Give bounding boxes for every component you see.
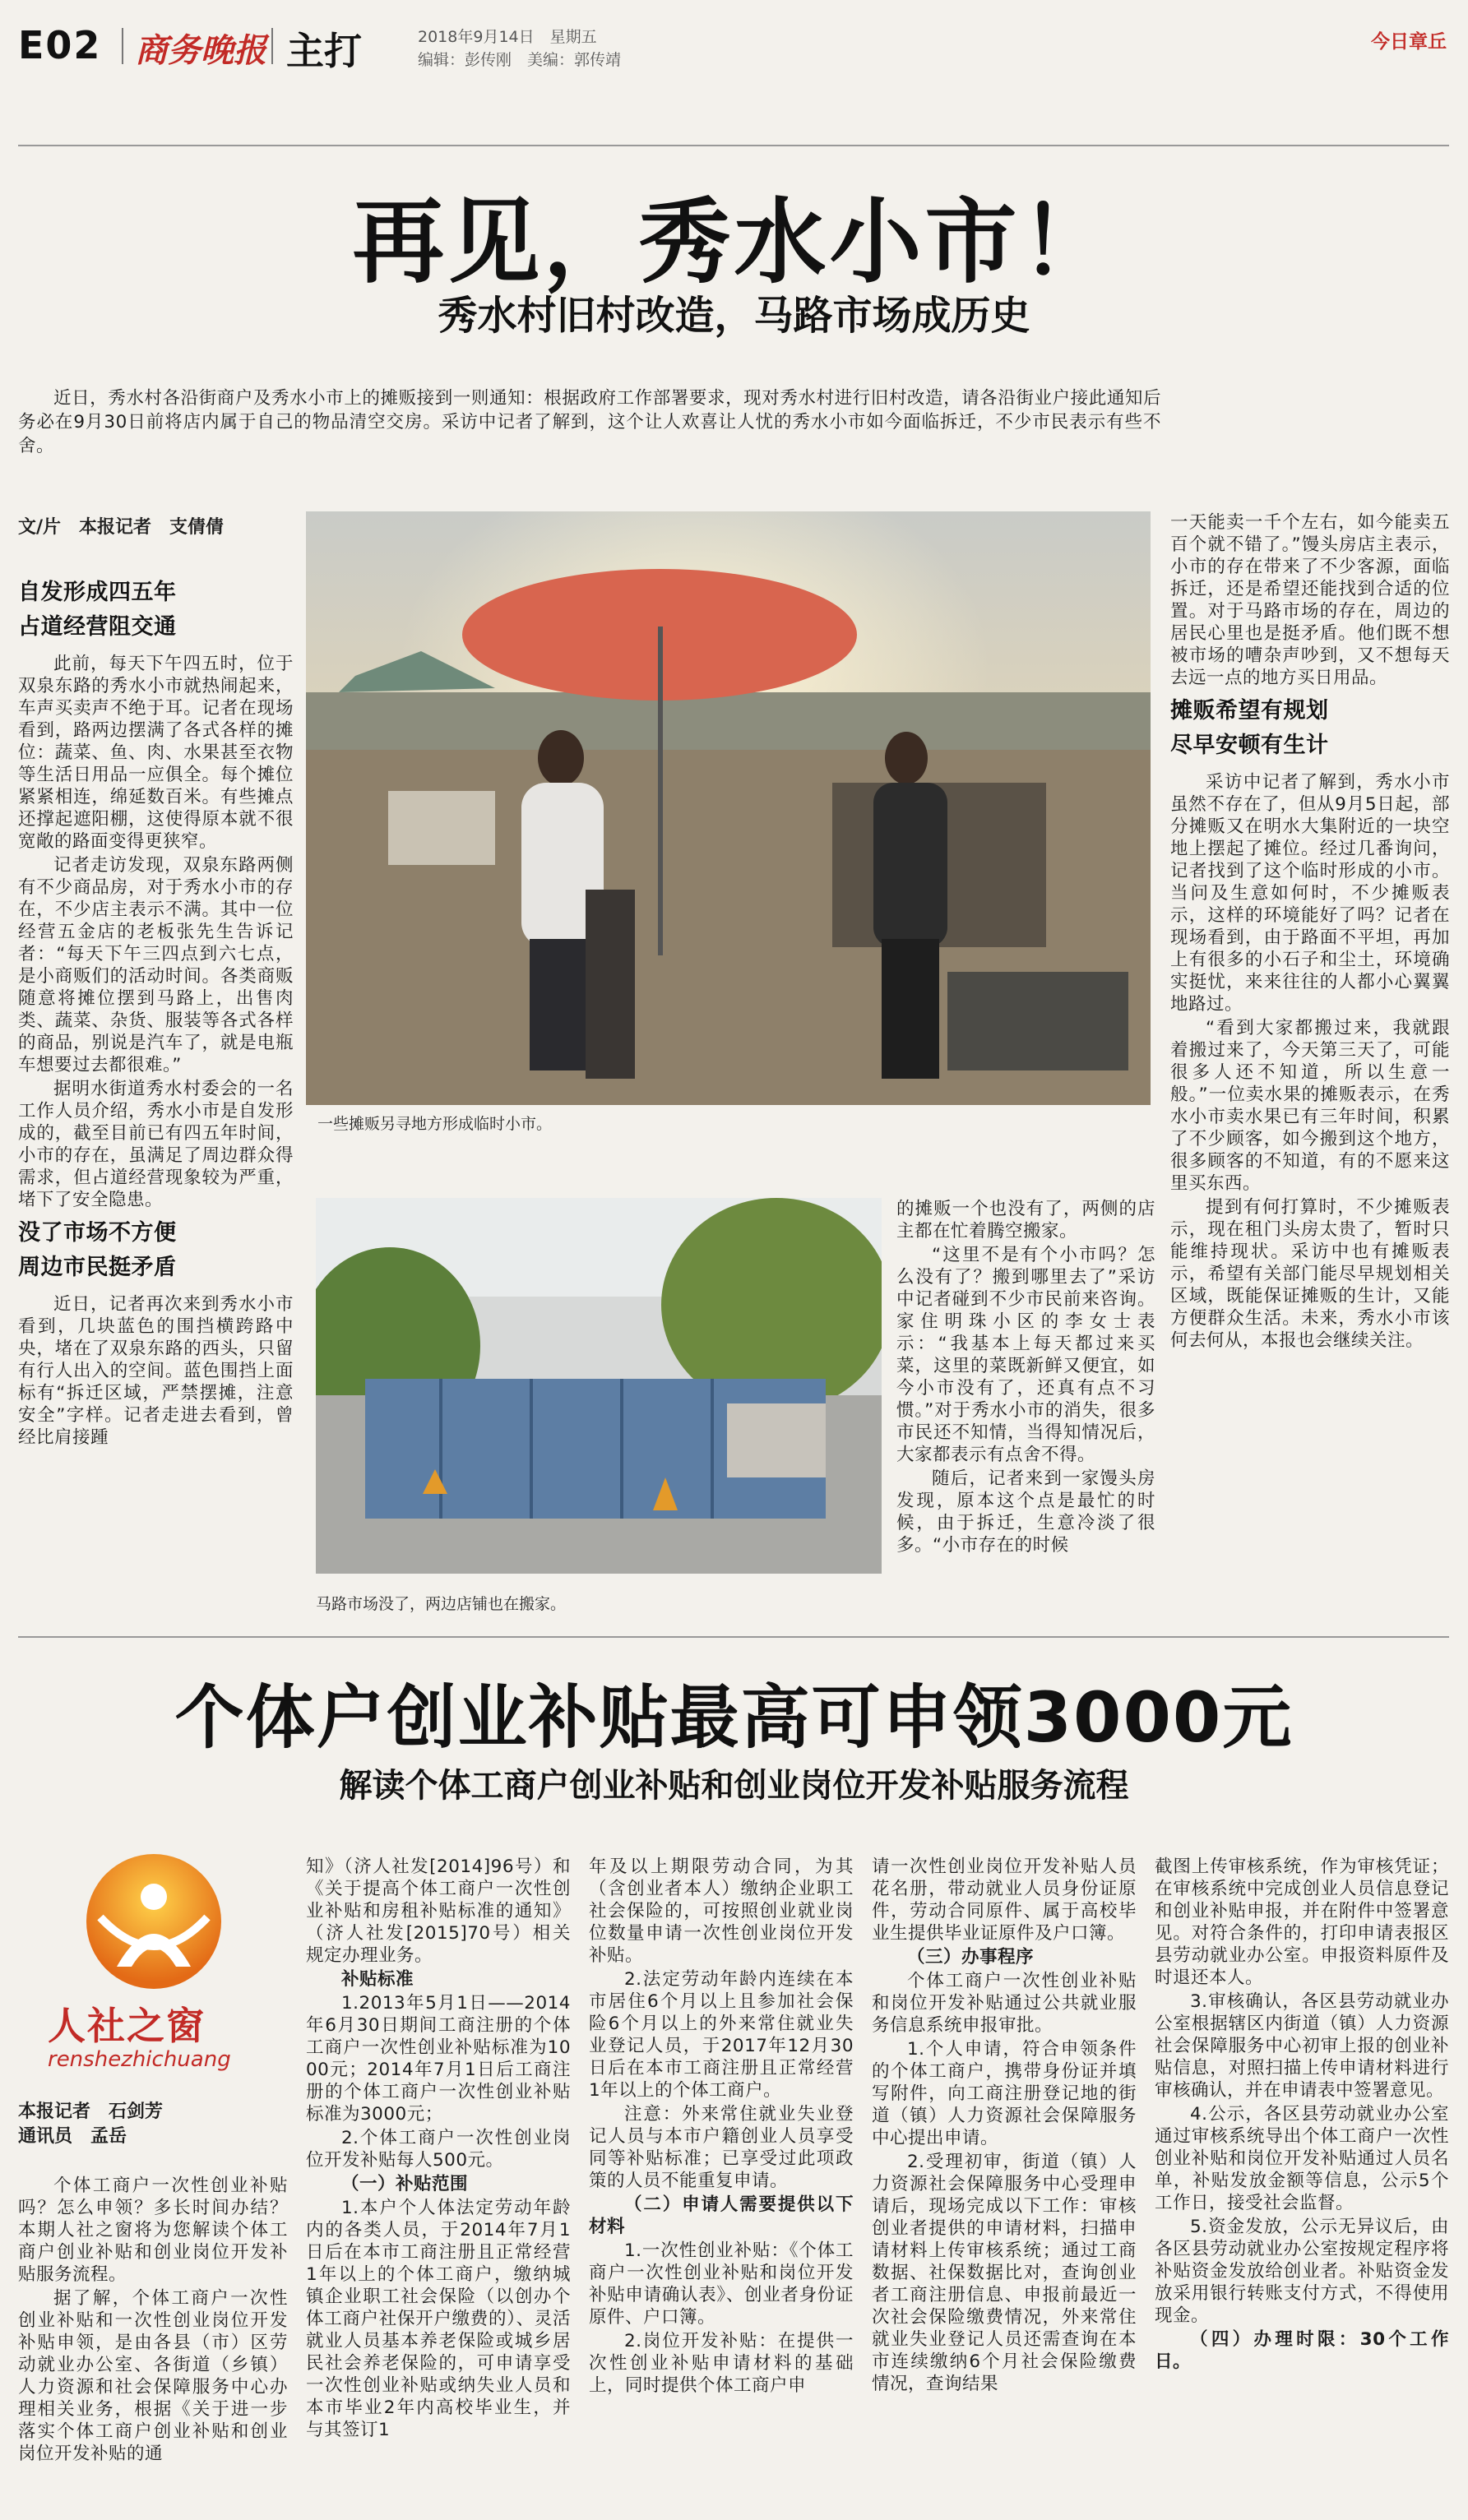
story1-left-paragraph: 据明水街道秀水村委会的一名工作人员介绍，秀水小市是自发形成的，截至目前已有四五年时间，小市的存在，虽满足了周边群众得需求，但占道经营现象较为严重，堵下了安全隐患。 [18, 1079, 294, 1210]
logo-title: 人社之窗 [48, 2004, 206, 2048]
story1-right-subheading: 摊贩希望有规划 尽早安顿有生计 [1170, 698, 1329, 758]
story2-col4-paragraph: 2.受理初审，街道（镇）人力资源社会保障服务中心受理申请后，现场完成以下工作：审核创业者提供的申请材料，扫描申请材料上传审核系统；通过工商数据、社保数据比对，查询创业者工商注册信息、申报前最近一次社会保险缴费情况，外来常住就业失业登记人员还需查询在本市连续缴纳6个月社会保险缴费情况，查询结果 [872, 2152, 1137, 2394]
section-title: 主打 [286, 29, 362, 73]
story2-col3-paragraph: 2.法定劳动年龄内连续在本市居住6个月以上且参加社会保险6个月以上的外来常住就业失业登记人员，于2017年12月30日后在本市工商注册且正常经营1年以上的个体工商户。 [589, 1969, 854, 2101]
story2-col4-paragraph: 请一次性创业岗位开发补贴人员花名册，带动就业人员身份证原件，劳动合同原件、属于高校毕业生提供毕业证原件及户口簿。 [872, 1856, 1137, 1944]
editor-credits: 编辑：彭传刚 美编：郭传靖 [418, 51, 622, 69]
story2-col1-paragraph: 个体工商户一次性创业补贴吗？怎么申领？多长时间办结？本期人社之窗将为您解读个体工商户创业补贴和创业岗位开发补贴服务流程。 [18, 2176, 288, 2285]
photo1-caption: 一些摊贩另寻地方形成临时小市。 [317, 1115, 553, 1133]
story1-mid-paragraph: 随后，记者来到一家馒头房发现，原本这个点是最忙的时候，由于拆迁，生意冷淡了很多。“小市存在的时候 [896, 1468, 1155, 1556]
story1-mid-paragraph: “这里不是有个小市吗？怎么没有了？搬到哪里去了”采访中记者碰到不少市民前来咨询。家住明珠小区的李女士表示：“我基本上每天都过来买菜，这里的菜既新鲜又便宜，如今小市没有了，还真有点不习惯。”对于秀水小市的消失，很多市民还不知情，当得知情况后，大家都表示有点舍不得。 [896, 1245, 1155, 1465]
story2-col2-section-heading: 补贴标准 [341, 1969, 414, 1990]
story1-left-paragraph: 此前，每天下午四五时，位于双泉东路的秀水小市就热闹起来，车声买卖声不绝于耳。记者在现场看到，路两边摆满了各式各样的摊位：蔬菜、鱼、肉、水果甚至衣物等生活日用品一应俱全。每个摊位紧紧相连，绵延数百米。有些摊点还撑起遮阳棚，这使得原本就不很宽敞的路面变得更狭窄。 [18, 654, 294, 852]
story2-col3-paragraph: 注意：外来常住就业失业登记人员与本市户籍创业人员享受同等补贴标准；已享受过此项政策的人员不能重复申请。 [589, 2104, 854, 2191]
story1-left-paragraph: 近日，记者再次来到秀水小市看到，几块蓝色的围挡横跨路中央，堵在了双泉东路的西头，只留有行人出入的空间。蓝色围挡上面标有“拆迁区域，严禁摆摊，注意安全”字样。记者走进去看到，曾经比肩接踵 [18, 1294, 294, 1448]
story2-col3-section-heading: （二）申请人需要提供以下材料 [589, 2194, 854, 2237]
story-divider [18, 1636, 1449, 1638]
story1-middle-column [896, 1198, 1155, 1617]
story2-col5-paragraph: 5.资金发放，公示无异议后，由各区县劳动就业办公室按规定程序将补贴资金发放给创业者。补贴资金发放采用银行转账支付方式，不得使用现金。 [1155, 2217, 1449, 2326]
issue-date: 2018年9月14日 星期五 [418, 28, 597, 46]
story2-headline: 个体户创业补贴最高可申领3000元 [174, 1677, 1294, 1758]
story2-column-1 [18, 2175, 288, 2504]
story2-col1-paragraph: 据了解，个体工商户一次性创业补贴和一次性创业岗位开发补贴申领，是由各县（市）区劳动就业办公室、各街道（乡镇）人力资源和社会保障服务中心办理相关业务，根据《关于进一步落实个体工商户创业补贴和创业岗位开发补贴的通 [18, 2288, 288, 2464]
story2-col2-paragraph: 知》（济人社发[2014]96号）和《关于提高个体工商户一次性创业补贴和房租补贴标准的通知》（济人社发[2015]70号）相关规定办理业务。 [306, 1856, 571, 1966]
story2-col2-paragraph: 1.2013年5月1日——2014年6月30日期间工商注册的个体工商户一次性创业补贴标准为1000元；2014年7月1日后工商注册的个体工商户一次性创业补贴标准为3000元； [306, 1993, 571, 2125]
story1-mid-paragraph: 的摊贩一个也没有了，两侧的店主都在忙着腾空搬家。 [896, 1199, 1155, 1242]
story2-col2-section-heading: （一）补贴范围 [341, 2174, 469, 2194]
story1-intro [18, 386, 1161, 460]
story2-col3-paragraph: 1.一次性创业补贴：《个体工商户一次性创业补贴和岗位开发补贴申请确认表》、创业者身份证原件、户口簿。 [589, 2240, 854, 2328]
page-number: E02 [18, 23, 102, 67]
story2-col3-paragraph: 年及以上期限劳动合同，为其（含创业者本人）缴纳企业职工社会保险的，可按照创业就业岗位数量申请一次性创业岗位开发补贴。 [589, 1856, 854, 1966]
story2-col5-paragraph: 3.审核确认，各区县劳动就业办公室根据辖区内街道（镇）人力资源社会保障服务中心初审上报的创业补贴信息，对照扫描上传申请材料进行审核确认，并在申请表中签署意见。 [1155, 1991, 1449, 2101]
photo2-caption: 马路市场没了，两边店铺也在搬家。 [316, 1595, 567, 1613]
story2-col5-section-heading: （四）办理时限：30个工作日。 [1155, 2329, 1449, 2372]
story1-subheadline: 秀水村旧村改造，马路市场成历史 [438, 293, 1030, 339]
construction-fence-photo [316, 1198, 882, 1574]
story1-right-paragraph: 提到有何打算时，不少摊贩表示，现在租门头房太贵了，暂时只能维持现状。采访中也有摊贩表示，希望有关部门能尽早规划相关区域，既能保证摊贩的生计，又能方便群众生活。未来，秀水小市该何去何从，本报也会继续关注。 [1170, 1197, 1450, 1351]
section-label-right: 今日章丘 [1371, 31, 1447, 53]
story2-column-2 [306, 1856, 571, 2505]
story2-column-4 [872, 1856, 1137, 2505]
story1-byline: 文/片 本报记者 支倩倩 [18, 517, 225, 538]
renshe-window-logo [67, 1852, 240, 1991]
story2-column-3 [589, 1856, 854, 2505]
masthead-rule [18, 145, 1449, 146]
construction-fence-image [316, 1198, 882, 1574]
market-photo-image [306, 511, 1151, 1105]
story1-left-paragraph: 记者走访发现，双泉东路两侧有不少商品房，对于秀水小市的存在，不少店主表示不满。其中一位经营五金店的老板张先生告诉记者：“每天下午三四点到六七点，是小商贩们的活动时间。各类商贩随意将摊位摆到马路上，出售肉类、蔬菜、杂货、服装等各式各样的商品，别说是汽车了，就是电瓶车想要过去都很难。” [18, 855, 294, 1075]
story1-right-paragraph: 采访中记者了解到，秀水小市虽然不存在了，但从9月5日起，部分摊贩又在明水大集附近的一块空地上摆起了摊位。经过几番询问，记者找到了这个临时形成的小市。当问及生意如何时，不少摊贩表示，这样的环境能好了吗？记者在现场看到，由于路面不平坦，再加上有很多的小石子和尘土，环境确实挺忧，来来往往的人都小心翼翼地路过。 [1170, 772, 1450, 1015]
logo-emblem-icon [67, 1852, 240, 1991]
story2-col4-paragraph: 1.个人申请，符合申领条件的个体工商户，携带身份证并填写附件，向工商注册登记地的街道（镇）人力资源社会保障服务中心提出申请。 [872, 2039, 1137, 2148]
story1-right-column [1170, 511, 1450, 1617]
story1-right-paragraph: “看到大家都搬过来，我就跟着搬过来了，今天第三天了，可能很多人还不知道，所以生意一般。”一位卖水果的摊贩表示，在秀水小市卖水果已有三年时间，积累了不少顾客，如今搬到这个地方，很多顾客的不知道，有的不愿来这里买东西。 [1170, 1018, 1450, 1194]
story2-subheadline: 解读个体工商户创业补贴和创业岗位开发补贴服务流程 [339, 1767, 1129, 1805]
story2-col2-paragraph: 2.个体工商户一次性创业岗位开发补贴每人500元。 [306, 2128, 571, 2171]
market-photo [306, 511, 1151, 1105]
story1-left-subheading: 自发形成四五年 占道经营阻交通 [18, 580, 177, 640]
story1-left-subheading: 没了市场不方便 周边市民挺矛盾 [18, 1220, 177, 1280]
story1-left-column [18, 571, 294, 1615]
story1-right-paragraph: 一天能卖一千个左右，如今能卖五百个就不错了。”馒头房店主表示，小市的存在带来了不少客源，面临拆迁，还是希望还能找到合适的位置。对于马路市场的存在，周边的居民心里也是挺矛盾。他们既不想被市场的嘈杂声吵到，又不想每天去远一点的地方买日用品。 [1170, 512, 1450, 688]
story2-col3-paragraph: 2.岗位开发补贴：在提供一次性创业补贴申请材料的基础上，同时提供个体工商户申 [589, 2331, 854, 2396]
story2-column-5 [1155, 1856, 1449, 2505]
story2-col5-paragraph: 4.公示，各区县劳动就业办公室通过审核系统导出个体工商户一次性创业补贴和岗位开发补贴通过人员名单，补贴发放金额等信息，公示5个工作日，接受社会监督。 [1155, 2104, 1449, 2213]
story2-col2-paragraph: 1.本户个人体法定劳动年龄内的各类人员，于2014年7月1日后在本市工商注册且正常经营1年以上的个体工商户，缴纳城镇企业职工社会保险（以创办个体工商户社保开户缴费的）、灵活就业人员基本养老保险或城乡居民社会养老保险的，可申请享受一次性创业补贴或纳失业人员和本市毕业2年内高校毕业生，并与其签订1 [306, 2198, 571, 2440]
paper-name-logo: 商务晚报 [135, 31, 266, 70]
story2-col4-section-heading: （三）办事程序 [907, 1947, 1035, 1967]
story2-byline: 本报记者 石剑芳 通讯员 孟岳 [18, 2102, 164, 2147]
intro-paragraph: 近日，秀水村各沿街商户及秀水小市上的摊贩接到一则通知：根据政府工作部署要求，现对秀水村进行旧村改造，请各沿街业户接此通知后务必在9月30日前将店内属于自己的物品清空交房。采访中记者了解到，这个让人欢喜让人忧的秀水小市如今面临拆迁，不少市民表示有些不舍。 [18, 388, 1161, 456]
story1-headline: 再见，秀水小市！ [352, 189, 1116, 296]
masthead-divider [122, 28, 123, 64]
logo-pinyin: renshezhichuang [48, 2047, 231, 2072]
story2-col4-paragraph: 个体工商户一次性创业补贴和岗位开发补贴通过公共就业服务信息系统申报审批。 [872, 1971, 1137, 2036]
story2-col5-paragraph: 截图上传审核系统，作为审核凭证；在审核系统中完成创业人员信息登记和创业补贴申报，并在附件中签署意见。对符合条件的，打印申请表报区县劳动就业办公室。申报资料原件及时退还本人。 [1155, 1856, 1449, 1988]
masthead-divider-2 [271, 28, 273, 64]
